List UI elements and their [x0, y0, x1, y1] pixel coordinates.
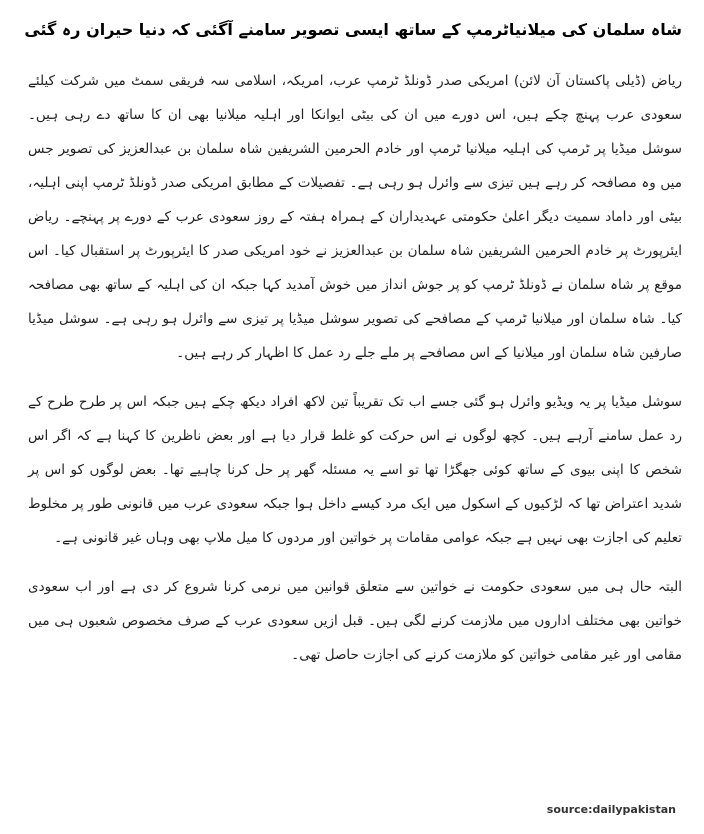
article-headline: شاہ سلمان کی میلانیاٹرمپ کے ساتھ ایسی تصویر سامنے آگئی کہ دنیا حیران رہ گئی: [24, 20, 682, 39]
article-paragraph-2: سوشل میڈیا پر یہ ویڈیو وائرل ہو گئی جسے اب تک تقریباً تین لاکھ افراد دیکھ چکے ہیں جبکہ اس پر طرح طرح کے رد عمل سامنے آرہے ہیں۔ کچھ لوگوں نے اس حرکت کو غلط قرار دیا ہے اور بعض ناظرین کا کہنا ہے کہ اگر اس شخص کا اپنی بیوی کے ساتھ کوئی جھگڑا تھا تو اسے یہ مسئلہ گھر پر حل کرنا چاہیے تھا۔ بعض لوگوں کو اس پر شدید اعتراض تھا کہ لڑکیوں کے اسکول میں ایک مرد کیسے داخل ہوا جبکہ سعودی عرب میں قانونی طور پر مخلوط تعلیم کی اجازت بھی نہیں ہے جبکہ عوامی مقامات پر خواتین اور مردوں کا میل ملاپ بھی وہاں غیر قانونی ہے۔: [28, 394, 682, 546]
article-paragraph-3: البتہ حال ہی میں سعودی حکومت نے خواتین سے متعلق قوانین میں نرمی کرنا شروع کر دی ہے اور اب سعودی خواتین بھی مختلف اداروں میں ملازمت کرنے لگی ہیں۔ قبل ازیں سعودی عرب کے صرف مخصوص شعبوں ہی میں مقامی اور غیر مقامی خواتین کو ملازمت کرنے کی اجازت حاصل تھی۔: [28, 579, 682, 663]
article-paragraph-1: ریاض (ڈیلی پاکستان آن لائن) امریکی صدر ڈونلڈ ٹرمپ عرب، امریکہ، اسلامی سہ فریقی سمٹ میں شرکت کیلئے سعودی عرب پہنچ چکے ہیں، اس دورے میں ان کی بیٹی ایوانکا اور اہلیہ میلانیا بھی ان کا ساتھ دے رہی ہیں۔ سوشل میڈیا پر ٹرمپ کی اہلیہ میلانیا ٹرمپ اور خادم الحرمین الشریفین شاہ سلمان بن عبدالعزیز کی تصویر جس میں وہ مصافحہ کر رہے ہیں تیزی سے وائرل ہو رہی ہے۔ تفصیلات کے مطابق امریکی صدر ڈونلڈ ٹرمپ اپنی اہلیہ، بیٹی اور داماد سمیت دیگر اعلیٰ حکومتی عہدیداران کے ہمراہ ہفتہ کے روز سعودی عرب کے دورے پر پہنچے۔ ریاض ایئرپورٹ پر خادم الحرمین الشریفین شاہ سلمان بن عبدالعزیز نے خود امریکی صدر کا ایئرپورٹ پر استقبال کیا۔ اس موقع پر شاہ سلمان نے ڈونلڈ ٹرمپ کو پر جوش انداز میں خوش آمدید کہا جبکہ ان کی اہلیہ کے ساتھ بھی مصافحہ کیا۔ شاہ سلمان اور میلانیا ٹرمپ کے مصافحے کی تصویر سوشل میڈیا پر تیزی سے وائرل ہو رہی ہے۔ سوشل میڈیا صارفین شاہ سلمان اور میلانیا کے اس مصافحے پر ملے جلے رد عمل کا اظہار کر رہے ہیں۔: [28, 73, 682, 361]
source-credit: source:dailypakistan: [546, 803, 676, 816]
